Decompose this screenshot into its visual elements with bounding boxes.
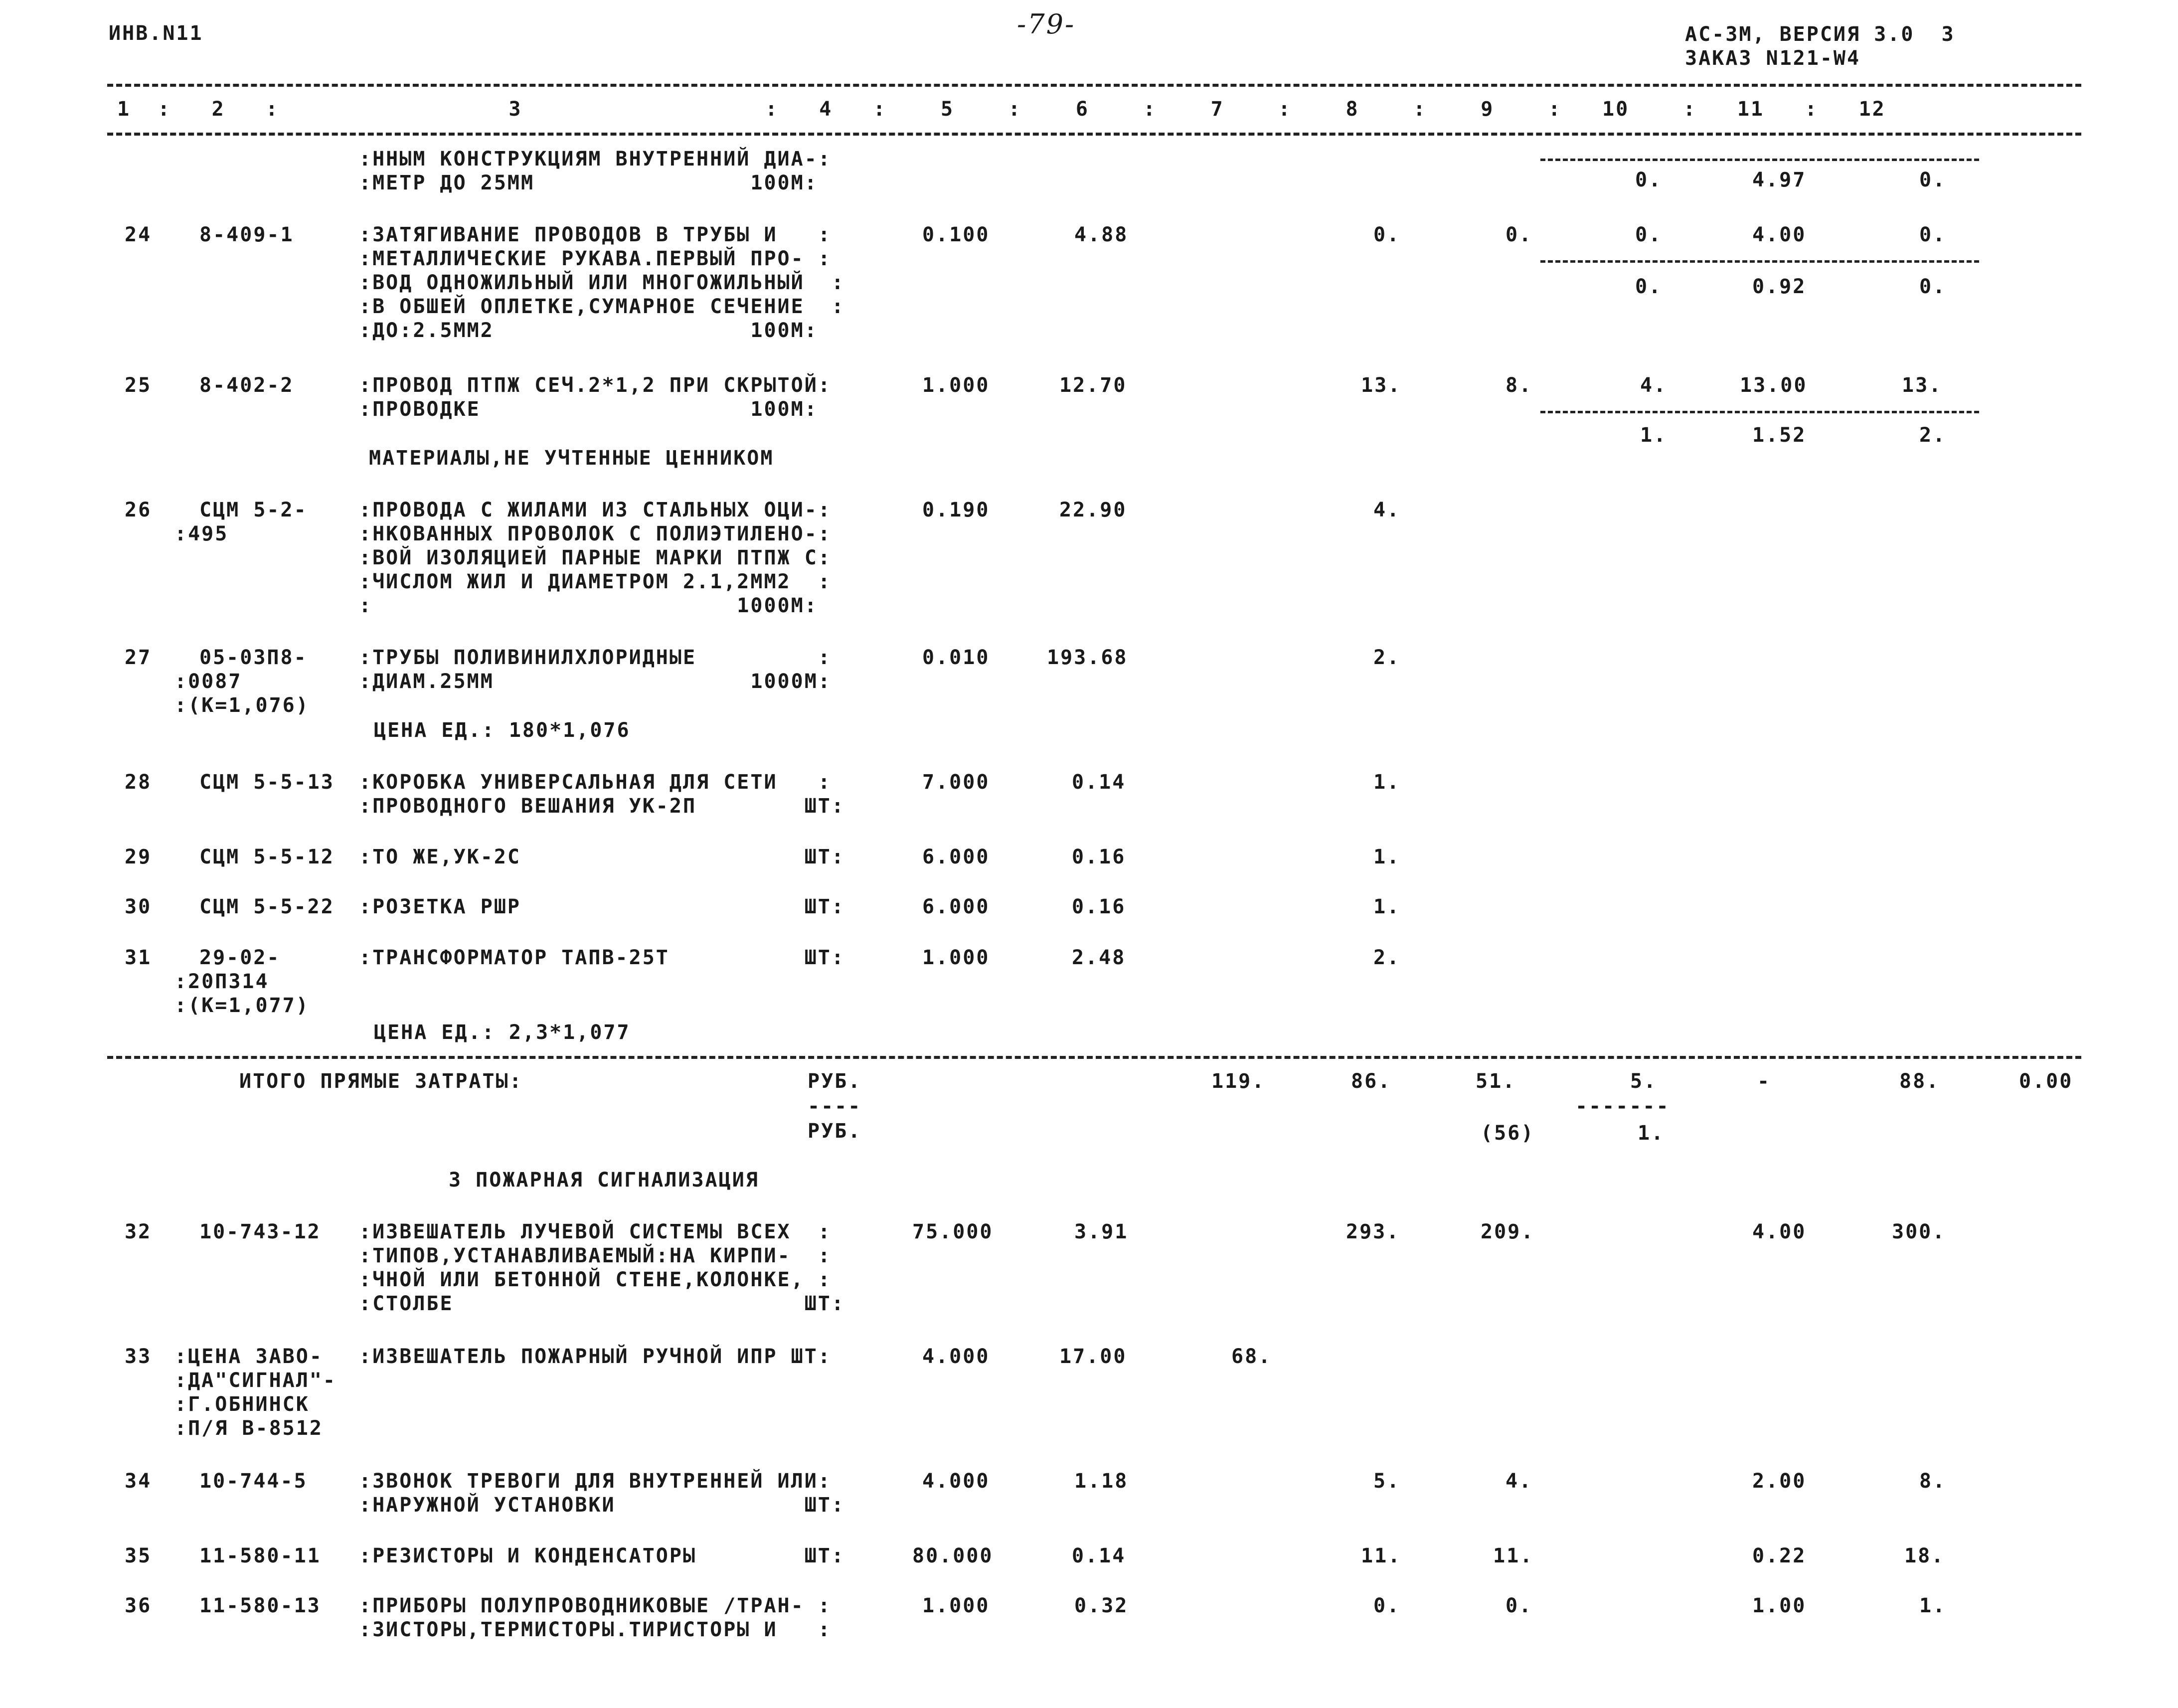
header-top-rule bbox=[107, 84, 2081, 87]
section-title: 3 ПОЖАРНАЯ СИГНАЛИЗАЦИЯ bbox=[449, 1169, 759, 1192]
inventory-number: ИНВ.N11 bbox=[109, 22, 203, 45]
subtotal-rule bbox=[1540, 411, 1979, 413]
header-bottom-rule bbox=[107, 133, 2081, 136]
unit-price-note-27: ЦЕНА ЕД.: 180*1,076 bbox=[374, 719, 631, 742]
unit-price-note-31: ЦЕНА ЕД.: 2,3*1,077 bbox=[374, 1021, 631, 1044]
program-version: АС-3М, ВЕРСИЯ 3.0 3 bbox=[1685, 23, 1955, 46]
subtotal-rule bbox=[1540, 159, 1979, 161]
page-number: -79- bbox=[1017, 8, 1076, 40]
column-numbers: 1 : 2 : 3 : 4 : 5 : 6 : 7 : 8 : 9 : 10 : 11 : 12 bbox=[117, 98, 1886, 121]
subtotal-rule bbox=[1540, 260, 1979, 263]
materials-note: МАТЕРИАЛЫ,НЕ УЧТЕННЫЕ ЦЕННИКОМ bbox=[369, 447, 774, 470]
totals-rule bbox=[107, 1056, 2081, 1059]
estimate-sheet: ИНВ.N11 -79- АС-3М, ВЕРСИЯ 3.0 3 ЗАКАЗ N121-W4 1 : 2 : 3 : 4 : 5 : 6 : 7 : 8 : 9 : 10 : 11 : 12 :ННЫМ КОНСТРУКЦИЯМ ВНУТРЕННИЙ ДИА-: :МЕТР ДО 25ММ 100М: 0. 4.97 0. 24 8-409-1 :ЗАТЯГИВАНИЕ ПРОВОДОВ В ТРУБЫ И : :МЕТАЛЛИЧЕСКИЕ РУКАВА.ПЕРВЫЙ ПРО- : :ВОД ОДНОЖИЛЬНЫЙ ИЛИ МНОГОЖИЛЬНЫЙ : :В ОБШЕЙ ОПЛЕТКЕ,СУМАРНОЕ СЕЧЕНИЕ : :ДО:2.5ММ2 100М: 0.100 4.88 0. 0. 0. 4.00 0. 0. 0.92 0. 25 8-402-2 :ПРОВОД ПТПЖ СЕЧ.2*1,2 ПРИ СКРЫТОЙ: :ПРОВОДКЕ 100М: 1.000 12.70 13. 8. 4. 13.00 13. 1. 1.52 2. МАТЕРИАЛЫ,НЕ УЧТЕННЫЕ ЦЕННИКОМ 26 СЦМ 5-2- :495 :ПРОВОДА С ЖИЛАМИ ИЗ СТАЛЬНЫХ ОЦИ-: :НКОВАННЫХ ПРОВОЛОК С ПОЛИЭТИЛЕНО-: :ВОЙ ИЗОЛЯЦИЕЙ ПАРНЫЕ МАРКИ ПТПЖ С: :ЧИСЛОМ ЖИЛ И ДИАМЕТРОМ 2.1,2ММ2 : : 1000М: 0.190 22.90 4. 27 05-03П8- :0087 :(К=1,076) :ТРУБЫ ПОЛИВИНИЛХЛОРИДНЫЕ : :ДИАМ.25ММ 1000М: 0.010 193.68 2. ЦЕНА ЕД.: 180*1,076 28 СЦМ 5-5-13 :КОРОБКА УНИВЕРСАЛЬНАЯ ДЛЯ СЕТИ : :ПРОВОДНОГО ВЕШАНИЯ УК-2П ШТ: 7.000 0.14 1. 29 СЦМ 5-5-12 :ТО ЖЕ,УК-2С ШТ: 6.000 0.16 1. 30 СЦМ 5-5-22 :РОЗЕТКА РШР ШТ: 6.000 0.16 1. 31 29-02- :20П314 :(К=1,077) :ТРАНСФОРМАТОР ТАПВ-25Т ШТ: 1.000 2.48 2. ЦЕНА ЕД.: 2,3*1,077 ИТОГО ПРЯМЫЕ ЗАТРАТЫ: РУБ. ---- РУБ. 119. 86. 51. 5. - 88. 0.00 ------- (56) 1. 3 ПОЖАРНАЯ СИГНАЛИЗАЦИЯ 32 10-743-12 :ИЗВЕШАТЕЛЬ ЛУЧЕВОЙ СИСТЕМЫ ВСЕХ : :ТИПОВ,УСТАНАВЛИВАЕМЫЙ:НА КИРПИ- : :ЧНОЙ ИЛИ БЕТОННОЙ СТЕНЕ,КОЛОНКЕ, : :СТОЛБЕ ШТ: 75.000 3.91 293. 209. 4.00 300. 33 :ЦЕНА ЗАВО- :ДА"СИГНАЛ"- :Г.ОБНИНСК :П/Я В-8512 :ИЗВЕШАТЕЛЬ ПОЖАРНЫЙ РУЧНОЙ ИПР ШТ: 4.000 17.00 68. 34 10-744-5 :ЗВОНОК ТРЕВОГИ ДЛЯ ВНУТРЕННЕЙ ИЛИ: :НАРУЖНОЙ УСТАНОВКИ ШТ: 4.000 1.18 5. 4. 2.00 8. 35 11-580-11 :РЕЗИСТОРЫ И КОНДЕНСАТОРЫ ШТ: 80.000 0.14 11. 11. 0.22 18. 36 11-580-13 :ПРИБОРЫ ПОЛУПРОВОДНИКОВЫЕ /ТРАН- : :ЗИСТОРЫ,ТЕРМИСТОРЫ.ТИРИСТОРЫ И : 1.000 0.32 0. 0. 1.00 1. bbox=[0, 0, 2178, 1708]
order-number: ЗАКАЗ N121-W4 bbox=[1685, 47, 1861, 70]
